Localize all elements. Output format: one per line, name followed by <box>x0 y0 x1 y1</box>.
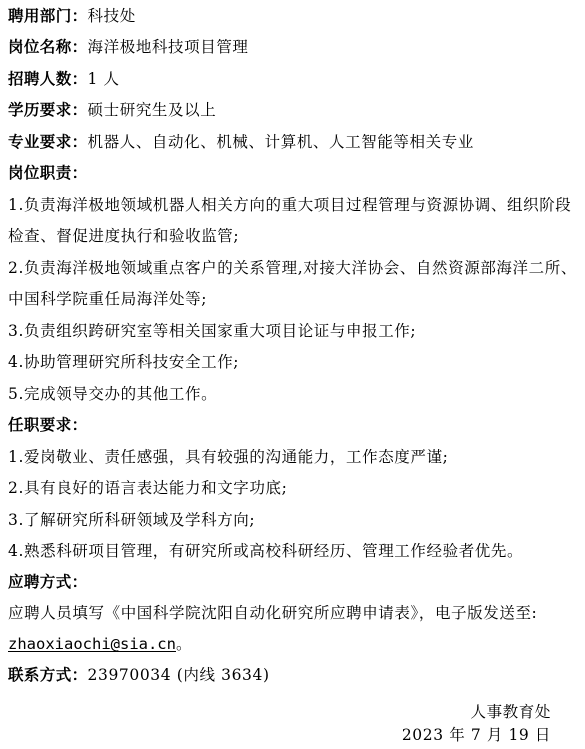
field-headcount-value: 1 人 <box>87 70 120 88</box>
contact-value: 23970034 (内线 3634) <box>87 666 270 684</box>
field-dept-label: 聘用部门： <box>8 7 88 25</box>
field-education <box>8 95 216 126</box>
duty-line: 1.负责海洋极地领域机器人相关方向的重大项目过程管理与资源协调、组织阶段 <box>8 196 572 214</box>
email-suffix: 。 <box>175 635 193 653</box>
requirement-line: 4.熟悉科研项目管理，有研究所或高校科研经历、管理工作经验者优先。 <box>8 542 524 560</box>
duty-line: 4.协助管理研究所科技安全工作; <box>8 353 240 371</box>
contact-label: 联系方式： <box>8 666 88 684</box>
field-major-label: 专业要求： <box>8 133 88 151</box>
requirement-line: 3.了解研究所科研领域及学科方向; <box>8 511 256 529</box>
signature-office: 人事教育处 <box>470 703 551 721</box>
duty-line: 5.完成领导交办的其他工作。 <box>8 385 218 403</box>
field-position-value: 海洋极地科技项目管理 <box>87 38 249 56</box>
duties-heading: 岗位职责： <box>8 164 88 182</box>
field-headcount-label: 招聘人数： <box>8 70 88 88</box>
field-position-label: 岗位名称： <box>8 38 88 56</box>
field-major <box>8 127 474 158</box>
duty-line: 3.负责组织跨研究室等相关国家重大项目论证与申报工作; <box>8 322 417 340</box>
apply-heading: 应聘方式： <box>8 573 88 591</box>
field-major-value: 机器人、自动化、机械、计算机、人工智能等相关专业 <box>87 133 474 151</box>
email-link[interactable]: zhaoxiaochi@sia.cn <box>8 635 176 653</box>
apply-text: 应聘人员填写《中国科学院沈阳自动化研究所应聘申请表》，电子版发送至: <box>8 604 538 622</box>
duty-line: 中国科学院重任局海洋处等; <box>8 290 208 308</box>
field-education-label: 学历要求： <box>8 101 88 119</box>
field-dept-value: 科技处 <box>87 7 136 25</box>
signature-date: 2023 年 7 月 19 日 <box>401 726 551 744</box>
contact-line <box>8 660 270 691</box>
duty-line: 2.负责海洋极地领域重点客户的关系管理,对接大洋协会、自然资源部海洋二所、 <box>8 259 577 277</box>
field-headcount <box>8 64 120 95</box>
field-dept <box>8 1 136 32</box>
requirements-heading: 任职要求： <box>8 416 88 434</box>
apply-email-line <box>8 629 192 660</box>
requirement-line: 2.具有良好的语言表达能力和文字功底; <box>8 479 288 497</box>
duty-line: 检查、督促进度执行和验收监管; <box>8 227 240 245</box>
requirement-line: 1.爱岗敬业、责任感强，具有较强的沟通能力，工作态度严谨; <box>8 448 449 466</box>
field-education-value: 硕士研究生及以上 <box>87 101 217 119</box>
field-position <box>8 32 249 63</box>
